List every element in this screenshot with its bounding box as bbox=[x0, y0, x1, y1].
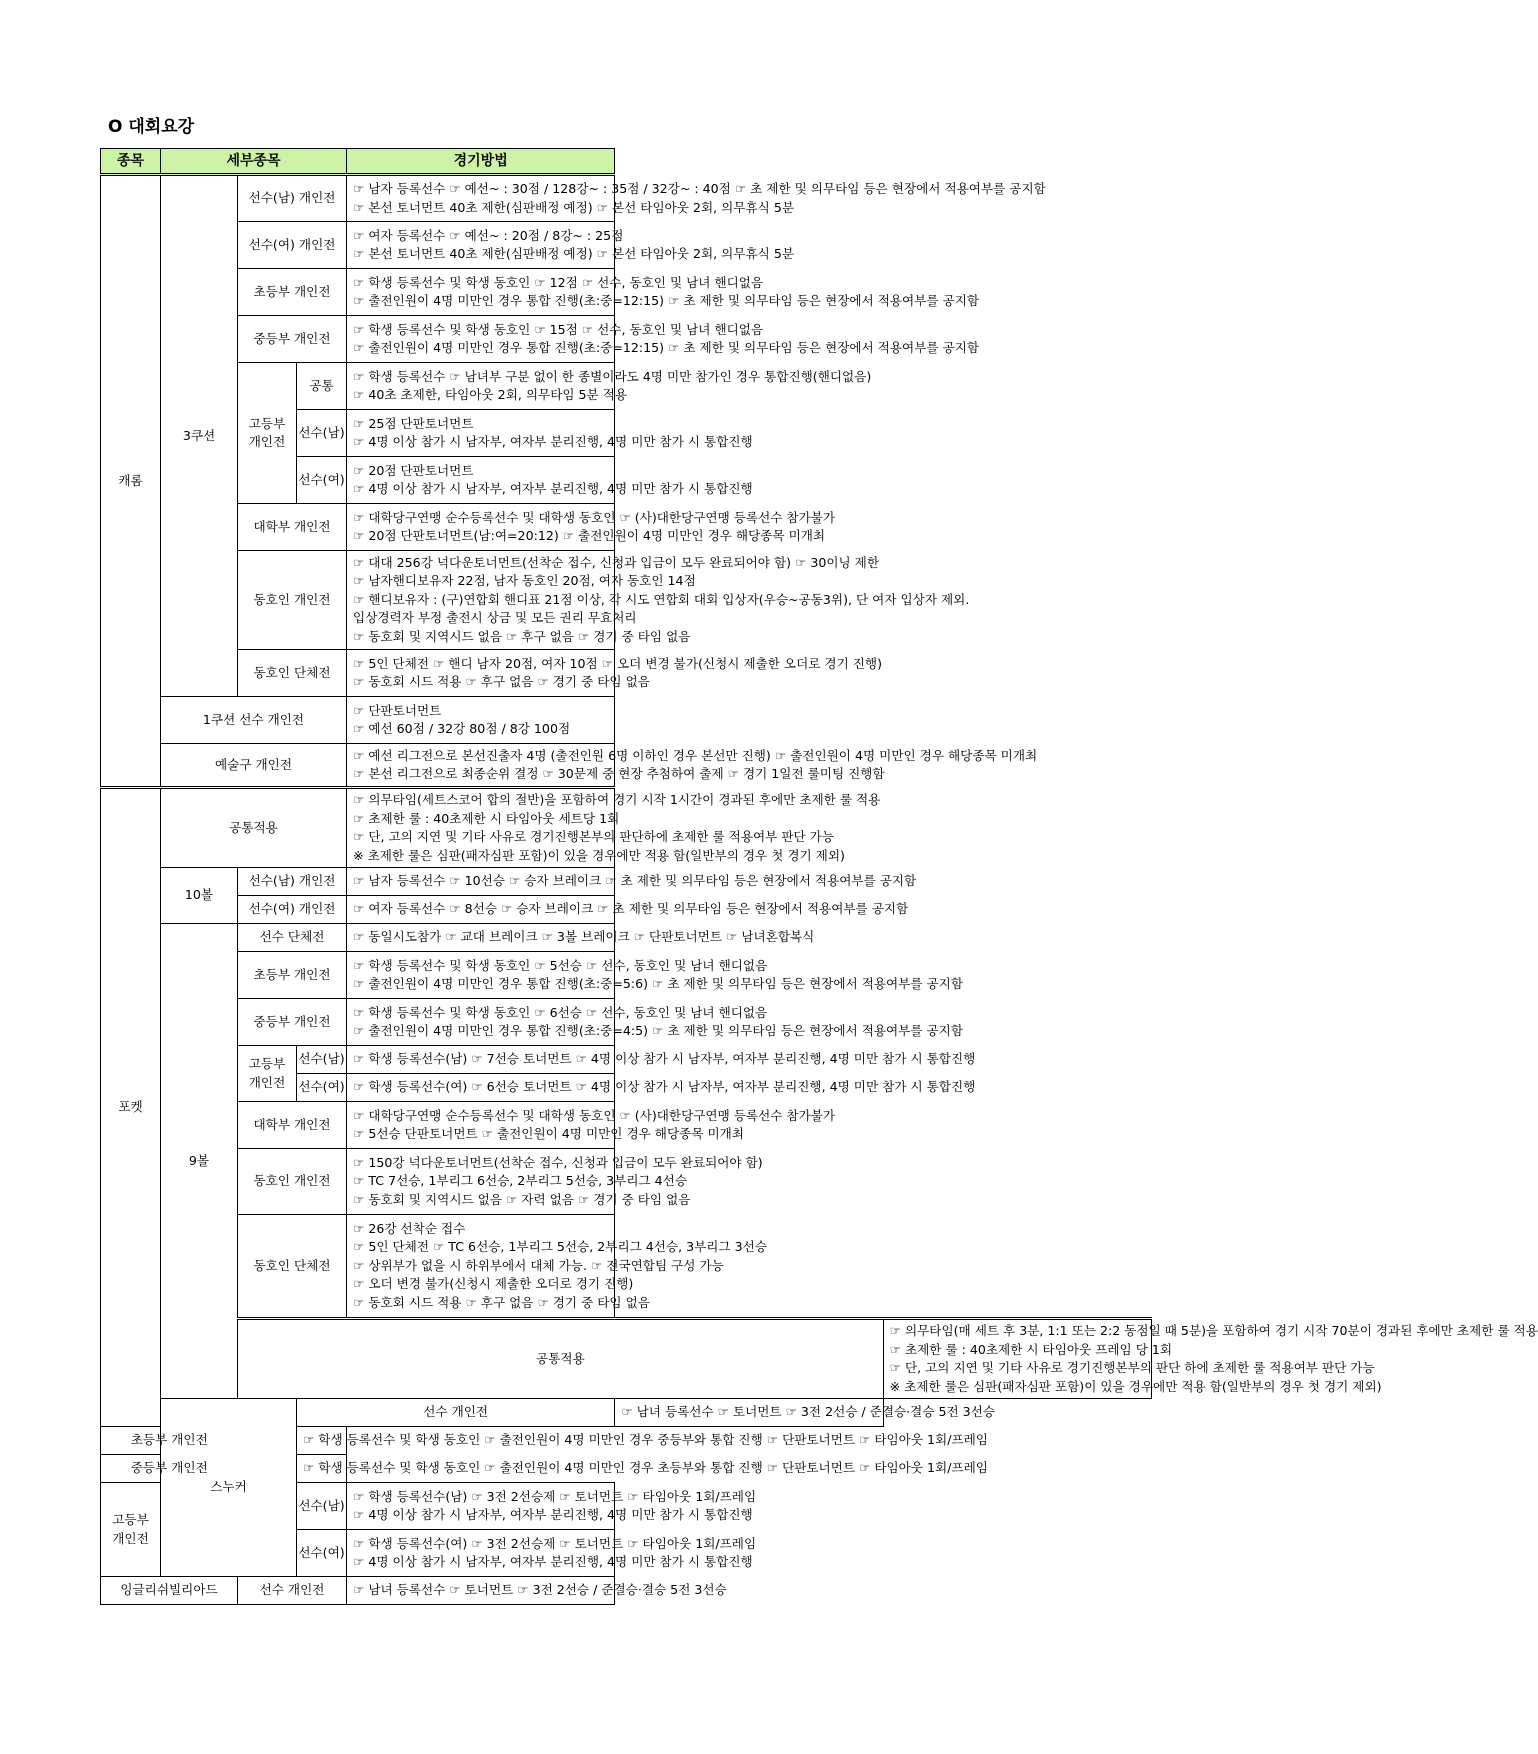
row-name: 선수(남) bbox=[297, 1483, 347, 1530]
method-line: ☞ 단, 고의 지연 및 기타 사유로 경기진행본부의 판단 하에 초제한 룰 적용여부 판단 가능 bbox=[889, 1360, 1375, 1375]
row-name: 예술구 개인전 bbox=[161, 744, 347, 788]
row-method bbox=[347, 1530, 757, 1577]
header-event: 종목 bbox=[101, 149, 161, 175]
method-line: ☞ 오더 변경 불가(신청시 제출한 오더로 경기 진행) bbox=[353, 1276, 634, 1292]
method-line: ☞ 본선 토너먼트 40초 제한(심판배정 예정) ☞ 본선 타임아웃 2회, 의무휴식 5분 bbox=[353, 199, 794, 215]
method-line: ☞ 출전인원이 4명 미만인 경우 통합 진행(초:중=12:15) ☞ 초 제한 및 의무타임 등은 현장에서 적용여부를 공지함 bbox=[353, 293, 980, 308]
method-line: ☞ 학생 등록선수 ☞ 남녀부 구분 없이 한 종별이라도 4명 미만 참가인 경우 통합진행(핸디없음) bbox=[353, 368, 872, 384]
method-line: ☞ 남자 등록선수 ☞ 10선승 ☞ 승자 브레이크 ☞ 초 제한 및 의무타임 등은 현장에서 적용여부를 공지함 bbox=[353, 873, 917, 889]
row-name: 대학부 개인전 bbox=[238, 504, 347, 551]
row-name: 선수(여) bbox=[297, 1530, 347, 1577]
method-line: ☞ 여자 등록선수 ☞ 8선승 ☞ 승자 브레이크 ☞ 초 제한 및 의무타임 등은 현장에서 적용여부를 공지함 bbox=[353, 901, 909, 917]
method-line: ☞ 남녀 등록선수 ☞ 토너먼트 ☞ 3전 2선승 / 준결승·결승 5전 3선승 bbox=[621, 1404, 996, 1420]
method-line: ☞ 동호회 시드 적용 ☞ 후구 없음 ☞ 경기 중 타임 없음 bbox=[353, 1294, 650, 1310]
method-line: ☞ 4명 이상 참가 시 남자부, 여자부 분리진행, 4명 미만 참가 시 통합진행 bbox=[353, 1507, 753, 1522]
row-name: 선수(여) bbox=[297, 457, 347, 504]
row-name: 초등부 개인전 bbox=[238, 952, 347, 999]
method-line: ☞ 학생 등록선수(남) ☞ 7선승 토너먼트 ☞ 4명 이상 참가 시 남자부, 여자부 분리진행, 4명 미만 참가 시 통합진행 bbox=[353, 1051, 976, 1067]
row-method bbox=[347, 551, 970, 650]
sub-highschool: 고등부 개인전 bbox=[101, 1483, 161, 1577]
method-line: ☞ 본선 토너먼트 40초 제한(심판배정 예정) ☞ 본선 타임아웃 2회, 의무휴식 5분 bbox=[353, 246, 794, 261]
method-line: ☞ 대대 256강 넉다운토너먼트(선착순 접수, 신청과 입금이 모두 완료되어야 함) ☞ 30이닝 제한 bbox=[353, 554, 880, 570]
method-line: ※ 초제한 룰은 심판(패자심판 포함)이 있을 경우에만 적용 함(일반부의 경우 첫 경기 제외) bbox=[889, 1378, 1382, 1394]
method-line: ☞ 25점 단판토너먼트 bbox=[353, 415, 474, 431]
method-line: ☞ 초제한 룰 : 40초제한 시 타임아웃 프레임 당 1회 bbox=[889, 1341, 1173, 1357]
method-line: ☞ 40초 초제한, 타임아웃 2회, 의무타임 5분 적용 bbox=[353, 387, 628, 402]
method-line: ☞ 본선 리그전으로 최종순위 결정 ☞ 30문제 중 현장 추첨하여 출제 ☞ 경기 1일전 룰미팅 진행함 bbox=[353, 766, 885, 781]
method-line: ☞ 학생 등록선수 및 학생 동호인 ☞ 15점 ☞ 선수, 동호인 및 남녀 핸디없음 bbox=[353, 321, 764, 337]
row-name: 초등부 개인전 bbox=[238, 269, 347, 316]
row-name: 동호인 개인전 bbox=[238, 551, 347, 650]
method-line: ☞ 의무타임(세트스코어 합의 절반)을 포함하여 경기 시작 1시간이 경과된 후에만 초제한 룰 적용 bbox=[353, 792, 881, 807]
row-name: 공통적용 bbox=[161, 788, 347, 868]
method-line: ☞ 동호회 시드 적용 ☞ 후구 없음 ☞ 경기 중 타임 없음 bbox=[353, 674, 650, 689]
event-pocket: 포켓 bbox=[101, 788, 161, 1427]
method-line: ☞ 동호회 및 지역시드 없음 ☞ 자력 없음 ☞ 경기 중 타임 없음 bbox=[353, 1191, 691, 1207]
row-name: 중등부 개인전 bbox=[101, 1455, 238, 1483]
row-method bbox=[347, 222, 794, 269]
method-line: ☞ 남자핸디보유자 22점, 남자 동호인 20점, 여자 동호인 14점 bbox=[353, 573, 696, 589]
method-line: ☞ 4명 이상 참가 시 남자부, 여자부 분리진행, 4명 미만 참가 시 통합진행 bbox=[353, 434, 753, 449]
method-line: ☞ 여자 등록선수 ☞ 예선~ : 20점 / 8강~ : 25점 bbox=[353, 227, 624, 243]
method-line: ☞ TC 7선승, 1부리그 6선승, 2부리그 5선승, 3부리그 4선승 bbox=[353, 1173, 688, 1189]
row-method bbox=[347, 697, 615, 744]
sub-10ball: 10볼 bbox=[161, 868, 238, 924]
method-line: ☞ 5인 단체전 ☞ TC 6선승, 1부리그 5선승, 2부리그 4선승, 3부리그 3선승 bbox=[353, 1239, 767, 1255]
method-line: ☞ 5선승 단판토너먼트 ☞ 출전인원이 4명 미만인 경우 해당종목 미개최 bbox=[353, 1126, 744, 1141]
row-method bbox=[347, 1149, 763, 1215]
event-english: 잉글리쉬빌리아드 bbox=[101, 1577, 238, 1605]
row-method bbox=[883, 1319, 1538, 1399]
method-line: ☞ 예선 리그전으로 본선진출자 4명 (출전인원 6명 이하인 경우 본선만 진행) ☞ 출전인원이 4명 미만인 경우 해당종목 미개최 bbox=[353, 747, 1038, 763]
method-line: ☞ 150강 넉다운토너먼트(선착순 접수, 신청과 입금이 모두 완료되어야 함) bbox=[353, 1154, 763, 1170]
row-name: 선수(남) bbox=[297, 410, 347, 457]
method-line: ☞ 핸디보유자 : (구)연합회 핸디표 21점 이상, 각 시도 연합회 대회 입상자(우승~공동3위), 단 여자 입상자 제외. bbox=[353, 591, 970, 607]
row-method bbox=[347, 1577, 727, 1605]
sub-highschool: 고등부 개인전 bbox=[238, 1046, 297, 1102]
page-title: O 대회요강 bbox=[108, 117, 195, 137]
method-line: ☞ 26강 선착순 접수 bbox=[353, 1220, 466, 1236]
row-name: 선수 개인전 bbox=[238, 1577, 347, 1605]
event-carom: 캐롬 bbox=[101, 175, 161, 788]
row-method bbox=[347, 1074, 976, 1102]
method-line: ☞ 4명 이상 참가 시 남자부, 여자부 분리진행, 4명 미만 참가 시 통합진행 bbox=[353, 1554, 753, 1569]
row-name: 선수(남) bbox=[297, 1046, 347, 1074]
row-method bbox=[347, 1215, 767, 1319]
sub-9ball: 9볼 bbox=[161, 924, 238, 1399]
row-method bbox=[347, 999, 964, 1046]
row-name: 중등부 개인전 bbox=[238, 316, 347, 363]
method-line: ☞ 동호회 및 지역시드 없음 ☞ 후구 없음 ☞ 경기 중 타임 없음 bbox=[353, 628, 691, 644]
header-method: 경기방법 bbox=[347, 149, 615, 175]
method-line: ☞ 대학당구연맹 순수등록선수 및 대학생 동호인 ☞ (사)대한당구연맹 등록선수 참가불가 bbox=[353, 509, 836, 525]
method-line: ☞ 대학당구연맹 순수등록선수 및 대학생 동호인 ☞ (사)대한당구연맹 등록선수 참가불가 bbox=[353, 1107, 836, 1123]
method-line: ☞ 남자 등록선수 ☞ 예선~ : 30점 / 128강~ : 35점 / 32강~ : 40점 ☞ 초 제한 및 의무타임 등은 현장에서 적용여부를 공지함 bbox=[353, 181, 1046, 196]
row-method bbox=[347, 896, 909, 924]
row-name: 동호인 단체전 bbox=[238, 1215, 347, 1319]
method-line: ☞ 4명 이상 참가 시 남자부, 여자부 분리진행, 4명 미만 참가 시 통합진행 bbox=[353, 481, 753, 496]
method-line: ☞ 학생 등록선수 및 학생 동호인 ☞ 출전인원이 4명 미만인 경우 중등부와 통합 진행 ☞ 단판토너먼트 ☞ 타임아웃 1회/프레임 bbox=[303, 1432, 988, 1448]
row-method bbox=[347, 868, 917, 896]
header-sub: 세부종목 bbox=[161, 149, 347, 175]
row-method bbox=[347, 788, 881, 868]
method-line: ☞ 학생 등록선수 및 학생 동호인 ☞ 5선승 ☞ 선수, 동호인 및 남녀 핸디없음 bbox=[353, 957, 768, 973]
row-name: 공통적용 bbox=[238, 1319, 884, 1399]
row-method bbox=[347, 269, 980, 316]
row-method bbox=[347, 924, 815, 952]
method-line: ☞ 의무타임(매 세트 후 3분, 1:1 또는 2:2 동점일 때 5분)을 포함하여 경기 시작 70분이 경과된 후에만 초제한 룰 적용 bbox=[889, 1323, 1538, 1338]
method-line: ☞ 학생 등록선수 및 학생 동호인 ☞ 출전인원이 4명 미만인 경우 초등부와 통합 진행 ☞ 단판토너먼트 ☞ 타임아웃 1회/프레임 bbox=[303, 1460, 988, 1476]
row-name: 선수(남) 개인전 bbox=[238, 175, 347, 222]
row-name: 선수 단체전 bbox=[238, 924, 347, 952]
row-method bbox=[347, 1046, 976, 1074]
row-method bbox=[347, 952, 964, 999]
row-name: 동호인 개인전 bbox=[238, 1149, 347, 1215]
method-line: ☞ 20점 단판토너먼트(남:여=20:12) ☞ 출전인원이 4명 미만인 경우 해당종목 미개최 bbox=[353, 528, 826, 543]
method-line: ☞ 상위부가 없을 시 하위부에서 대체 가능. ☞ 전국연합팀 구성 가능 bbox=[353, 1257, 724, 1273]
method-line: ☞ 학생 등록선수(여) ☞ 3전 2선승제 ☞ 토너먼트 ☞ 타임아웃 1회/프레임 bbox=[353, 1535, 757, 1551]
method-line: ☞ 5인 단체전 ☞ 핸디 남자 20점, 여자 10점 ☞ 오더 변경 불가(신청시 제출한 오더로 경기 진행) bbox=[353, 655, 882, 671]
row-method bbox=[347, 457, 753, 504]
competition-table bbox=[100, 148, 1538, 1605]
method-line: ☞ 학생 등록선수(남) ☞ 3전 2선승제 ☞ 토너먼트 ☞ 타임아웃 1회/프레임 bbox=[353, 1488, 757, 1504]
sub-highschool: 고등부 개인전 bbox=[238, 363, 297, 504]
row-method bbox=[297, 1427, 988, 1455]
row-name: 선수(여) bbox=[297, 1074, 347, 1102]
method-line: ☞ 예선 60점 / 32강 80점 / 8강 100점 bbox=[353, 721, 571, 736]
method-line: 입상경력자 부정 출전시 상금 및 모든 권리 무효처리 bbox=[353, 610, 637, 626]
row-method bbox=[347, 363, 872, 410]
row-method bbox=[297, 1455, 988, 1483]
row-method bbox=[347, 410, 753, 457]
header-row bbox=[101, 149, 1152, 175]
method-line: ☞ 출전인원이 4명 미만인 경우 통합 진행(초:중=4:5) ☞ 초 제한 및 의무타임 등은 현장에서 적용여부를 공지함 bbox=[353, 1023, 964, 1038]
row-name: 대학부 개인전 bbox=[238, 1102, 347, 1149]
method-line: ☞ 학생 등록선수 및 학생 동호인 ☞ 12점 ☞ 선수, 동호인 및 남녀 핸디없음 bbox=[353, 274, 764, 290]
method-line: ☞ 20점 단판토너먼트 bbox=[353, 462, 474, 478]
row-name: 선수(여) 개인전 bbox=[238, 222, 347, 269]
row-method bbox=[347, 504, 836, 551]
row-name: 선수(여) 개인전 bbox=[238, 896, 347, 924]
method-line: ☞ 학생 등록선수(여) ☞ 6선승 토너먼트 ☞ 4명 이상 참가 시 남자부, 여자부 분리진행, 4명 미만 참가 시 통합진행 bbox=[353, 1079, 976, 1095]
row-method bbox=[347, 744, 1038, 788]
row-name: 선수 개인전 bbox=[297, 1399, 615, 1427]
row-name: 공통 bbox=[297, 363, 347, 410]
row-method bbox=[347, 1102, 836, 1149]
method-line: ☞ 단, 고의 지연 및 기타 사유로 경기진행본부의 판단하에 초제한 룰 적용여부 판단 가능 bbox=[353, 829, 834, 844]
row-name: 초등부 개인전 bbox=[101, 1427, 238, 1455]
event-snooker: 스누커 bbox=[161, 1399, 297, 1577]
row-method bbox=[347, 175, 1046, 222]
method-line: ☞ 학생 등록선수 및 학생 동호인 ☞ 6선승 ☞ 선수, 동호인 및 남녀 핸디없음 bbox=[353, 1004, 768, 1020]
row-name: 1쿠션 선수 개인전 bbox=[161, 697, 347, 744]
row-method bbox=[347, 650, 882, 697]
row-name: 동호인 단체전 bbox=[238, 650, 347, 697]
row-name: 중등부 개인전 bbox=[238, 999, 347, 1046]
method-line: ※ 초제한 룰은 심판(패자심판 포함)이 있을 경우에만 적용 함(일반부의 경우 첫 경기 제외) bbox=[353, 847, 845, 863]
method-line: ☞ 단판토너먼트 bbox=[353, 702, 442, 718]
sub-3cushion: 3쿠션 bbox=[161, 175, 238, 697]
method-line: ☞ 출전인원이 4명 미만인 경우 통합 진행(초:중=12:15) ☞ 초 제한 및 의무타임 등은 현장에서 적용여부를 공지함 bbox=[353, 340, 980, 355]
row-method bbox=[347, 1483, 757, 1530]
method-line: ☞ 남녀 등록선수 ☞ 토너먼트 ☞ 3전 2선승 / 준결승·결승 5전 3선승 bbox=[353, 1582, 727, 1598]
method-line: ☞ 동일시도참가 ☞ 교대 브레이크 ☞ 3볼 브레이크 ☞ 단판토너먼트 ☞ 남녀혼합복식 bbox=[353, 929, 815, 945]
method-line: ☞ 초제한 룰 : 40초제한 시 타임아웃 세트당 1회 bbox=[353, 810, 620, 826]
method-line: ☞ 출전인원이 4명 미만인 경우 통합 진행(초:중=5:6) ☞ 초 제한 및 의무타임 등은 현장에서 적용여부를 공지함 bbox=[353, 976, 964, 991]
row-name: 선수(남) 개인전 bbox=[238, 868, 347, 896]
row-method bbox=[615, 1399, 996, 1427]
row-method bbox=[347, 316, 980, 363]
